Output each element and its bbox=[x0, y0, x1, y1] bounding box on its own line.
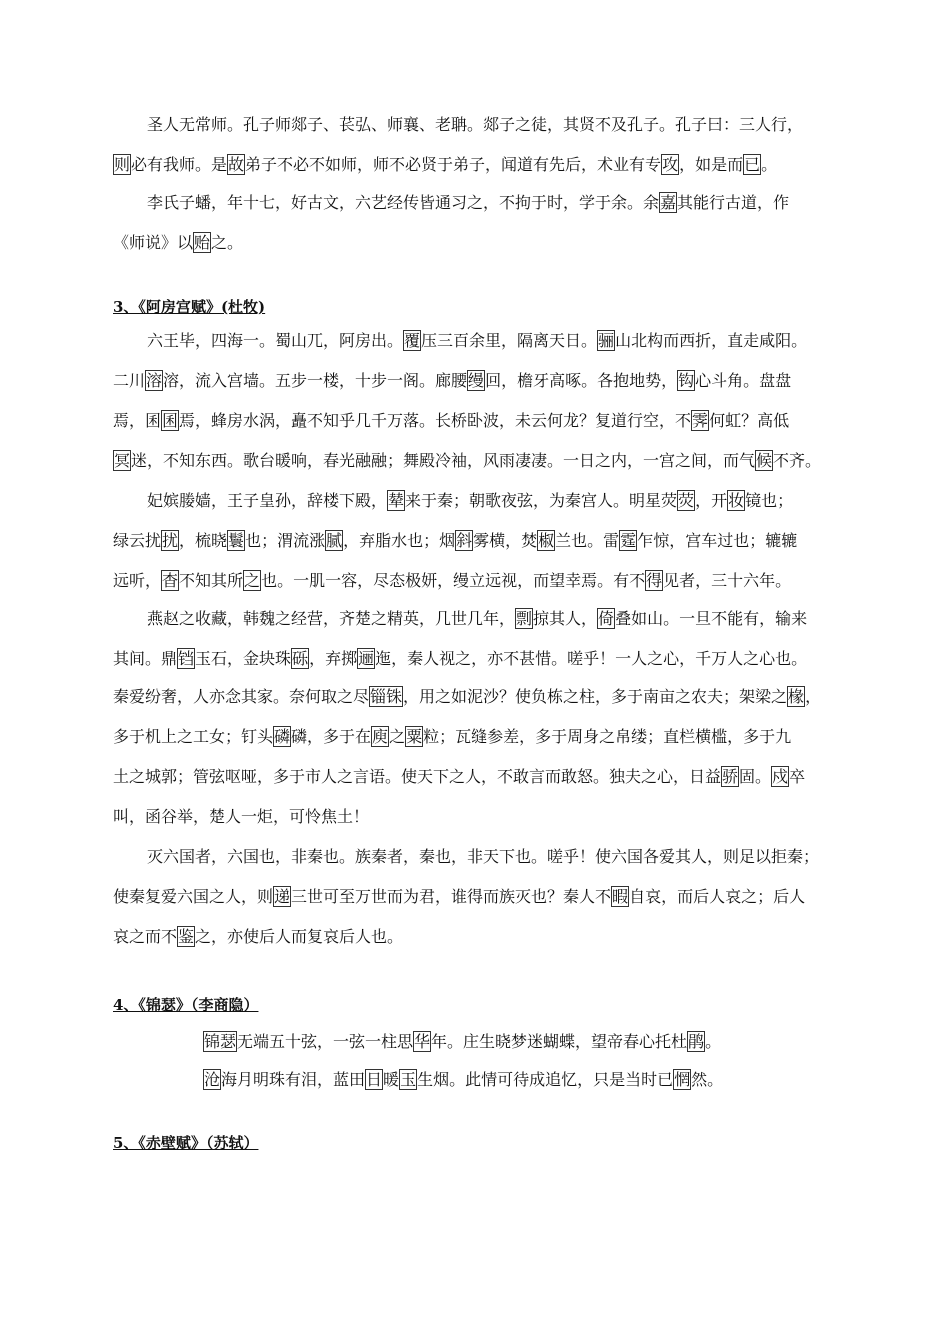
boxed-character: 候 bbox=[756, 451, 773, 470]
afang-line-8: 燕赵之收藏，韩魏之经营，齐楚之精英，几世几年，剽掠其人，倚叠如山。一旦不能有，输来 bbox=[147, 609, 808, 628]
boxed-character: 扰 bbox=[162, 531, 179, 550]
afang-line-9: 其间。鼎铛玉石，金块珠砾，弃掷逦迤，秦人视之，亦不甚惜。嗟乎！一人之心，千万人之心也。 bbox=[113, 649, 808, 668]
boxed-character: 冥 bbox=[114, 451, 131, 470]
boxed-character: 荧 bbox=[678, 491, 695, 510]
shishuo-line-2: 则必有我师。是故弟子不必不如师，师不必贤于弟子，闻道有先后，术业有专攻，如是而已。 bbox=[114, 155, 778, 174]
boxed-character: 已 bbox=[744, 155, 761, 174]
afang-line-7: 远听，杳不知其所之也。一肌一容，尽态极妍，缦立远视，而望幸焉。有不得见者，三十六年。 bbox=[113, 571, 792, 590]
boxed-character: 囷 bbox=[162, 411, 179, 430]
boxed-character: 辇 bbox=[388, 491, 405, 510]
boxed-character: 斜 bbox=[456, 531, 473, 550]
boxed-character: 骊 bbox=[598, 331, 615, 350]
afang-line-10: 秦爱纷奢，人亦念其家。奈何取之尽锱铢，用之如泥沙？使负栋之柱，多于南亩之农夫；架梁之椽， bbox=[113, 687, 822, 706]
boxed-character: 铛 bbox=[178, 649, 195, 668]
boxed-character: 鉴 bbox=[178, 927, 195, 946]
afang-line-4: 冥迷，不知东西。歌台暖响，春光融融；舞殿冷袖，风雨凄凄。一日之内，一宫之间，而气候不齐。 bbox=[114, 451, 822, 470]
afang-line-3: 焉，囷囷焉，蜂房水涡，矗不知乎几千万落。长桥卧波，未云何龙？复道行空，不霁何虹？高低 bbox=[113, 411, 790, 430]
boxed-character: 故 bbox=[228, 155, 245, 174]
boxed-character: 腻 bbox=[326, 531, 343, 550]
boxed-character: 则 bbox=[114, 155, 131, 174]
boxed-character: 攻 bbox=[662, 155, 679, 174]
section-heading-afang: 3、《阿房宫赋》(杜牧) bbox=[113, 298, 266, 316]
boxed-character: 缦 bbox=[468, 371, 485, 390]
boxed-character: 骄 bbox=[722, 767, 739, 786]
boxed-character: 霁 bbox=[692, 411, 709, 430]
boxed-character: 玉 bbox=[400, 1070, 417, 1089]
boxed-character: 戍 bbox=[772, 767, 789, 786]
boxed-character: 椒 bbox=[538, 531, 555, 550]
boxed-character: 倚 bbox=[598, 609, 615, 628]
boxed-character: 嘉 bbox=[660, 193, 677, 212]
afang-line-12: 土之城郭；管弦呕哑，多于市人之言语。使天下之人，不敢言而敢怒。独夫之心，日益骄固。戍卒 bbox=[113, 767, 806, 786]
afang-line-1: 六王毕，四海一。蜀山兀，阿房出。覆压三百余里，隔离天日。骊山北构而西折，直走咸阳。 bbox=[147, 331, 808, 350]
afang-line-13: 叫，函谷举，楚人一炬，可怜焦土！ bbox=[113, 807, 370, 826]
afang-line-11: 多于机上之工女；钉头磷磷，多于在庾之粟粒；瓦缝参差，多于周身之帛缕；直栏横槛，多于九 bbox=[113, 727, 792, 746]
boxed-character: 沧 bbox=[204, 1070, 221, 1089]
afang-line-15: 使秦复爱六国之人，则递三世可至万世而为君，谁得而族灭也？秦人不暇自哀，而后人哀之；后人 bbox=[113, 887, 806, 906]
afang-line-2: 二川溶溶，流入宫墙。五步一楼，十步一阁。廊腰缦回，檐牙高啄。各抱地势，钩心斗角。盘盘 bbox=[113, 371, 792, 390]
boxed-character: 递 bbox=[274, 887, 291, 906]
boxed-character: 庾 bbox=[372, 727, 389, 746]
shishuo-line-1: 圣人无常师。孔子师郯子、苌弘、师襄、老聃。郯子之徒，其贤不及孔子。孔子曰：三人行， bbox=[147, 115, 804, 134]
boxed-character: 锦瑟 bbox=[204, 1032, 237, 1051]
boxed-character: 暇 bbox=[612, 887, 629, 906]
section-heading-chibi: 5、《赤壁赋》（苏轼） bbox=[113, 1134, 259, 1152]
boxed-character: 椽 bbox=[788, 687, 805, 706]
shishuo-line-3: 李氏子蟠，年十七，好古文，六艺经传皆通习之，不拘于时，学于余。余嘉其能行古道，作 bbox=[147, 193, 790, 212]
boxed-character: 贻 bbox=[194, 233, 211, 252]
boxed-character: 之 bbox=[244, 571, 261, 590]
boxed-character: 惘 bbox=[674, 1070, 691, 1089]
boxed-character: 霆 bbox=[620, 531, 637, 550]
afang-line-6: 绿云扰扰，梳晓鬟也；渭流涨腻，弃脂水也；烟斜雾横，焚椒兰也。雷霆乍惊，宫车过也；辘辘 bbox=[113, 531, 798, 550]
boxed-character: 逦 bbox=[358, 649, 375, 668]
jinse-line-1: 锦瑟无端五十弦，一弦一柱思华年。庄生晓梦迷蝴蝶，望帝春心托杜鹃。 bbox=[204, 1032, 722, 1051]
shishuo-line-4: 《师说》以贻之。 bbox=[113, 233, 244, 252]
boxed-character: 得 bbox=[646, 571, 663, 590]
boxed-character: 磷 bbox=[274, 727, 291, 746]
boxed-character: 鬟 bbox=[228, 531, 245, 550]
boxed-character: 妆 bbox=[728, 491, 745, 510]
afang-line-14: 灭六国者，六国也，非秦也。族秦者，秦也，非天下也。嗟乎！使六国各爱其人，则足以拒秦； bbox=[147, 847, 820, 866]
boxed-character: 覆 bbox=[404, 331, 421, 350]
boxed-character: 粟 bbox=[406, 727, 423, 746]
jinse-line-2: 沧海月明珠有泪，蓝田日暖玉生烟。此情可待成追忆，只是当时已惘然。 bbox=[204, 1070, 724, 1089]
boxed-character: 砾 bbox=[292, 649, 309, 668]
boxed-character: 鹃 bbox=[688, 1032, 705, 1051]
boxed-character: 剽 bbox=[516, 609, 533, 628]
boxed-character: 华 bbox=[414, 1032, 431, 1051]
boxed-character: 锱铢 bbox=[370, 687, 403, 706]
boxed-character: 溶 bbox=[146, 371, 163, 390]
section-heading-jinse: 4、《锦瑟》（李商隐） bbox=[113, 996, 259, 1014]
afang-line-16: 哀之而不鉴之，亦使后人而复哀后人也。 bbox=[113, 927, 404, 946]
boxed-character: 杳 bbox=[162, 571, 179, 590]
afang-line-5: 妃嫔媵嫱，王子皇孙，辞楼下殿，辇来于秦；朝歌夜弦，为秦宫人。明星荧荧，开妆镜也； bbox=[147, 491, 794, 510]
boxed-character: 钩 bbox=[678, 371, 695, 390]
boxed-character: 日 bbox=[366, 1070, 383, 1089]
